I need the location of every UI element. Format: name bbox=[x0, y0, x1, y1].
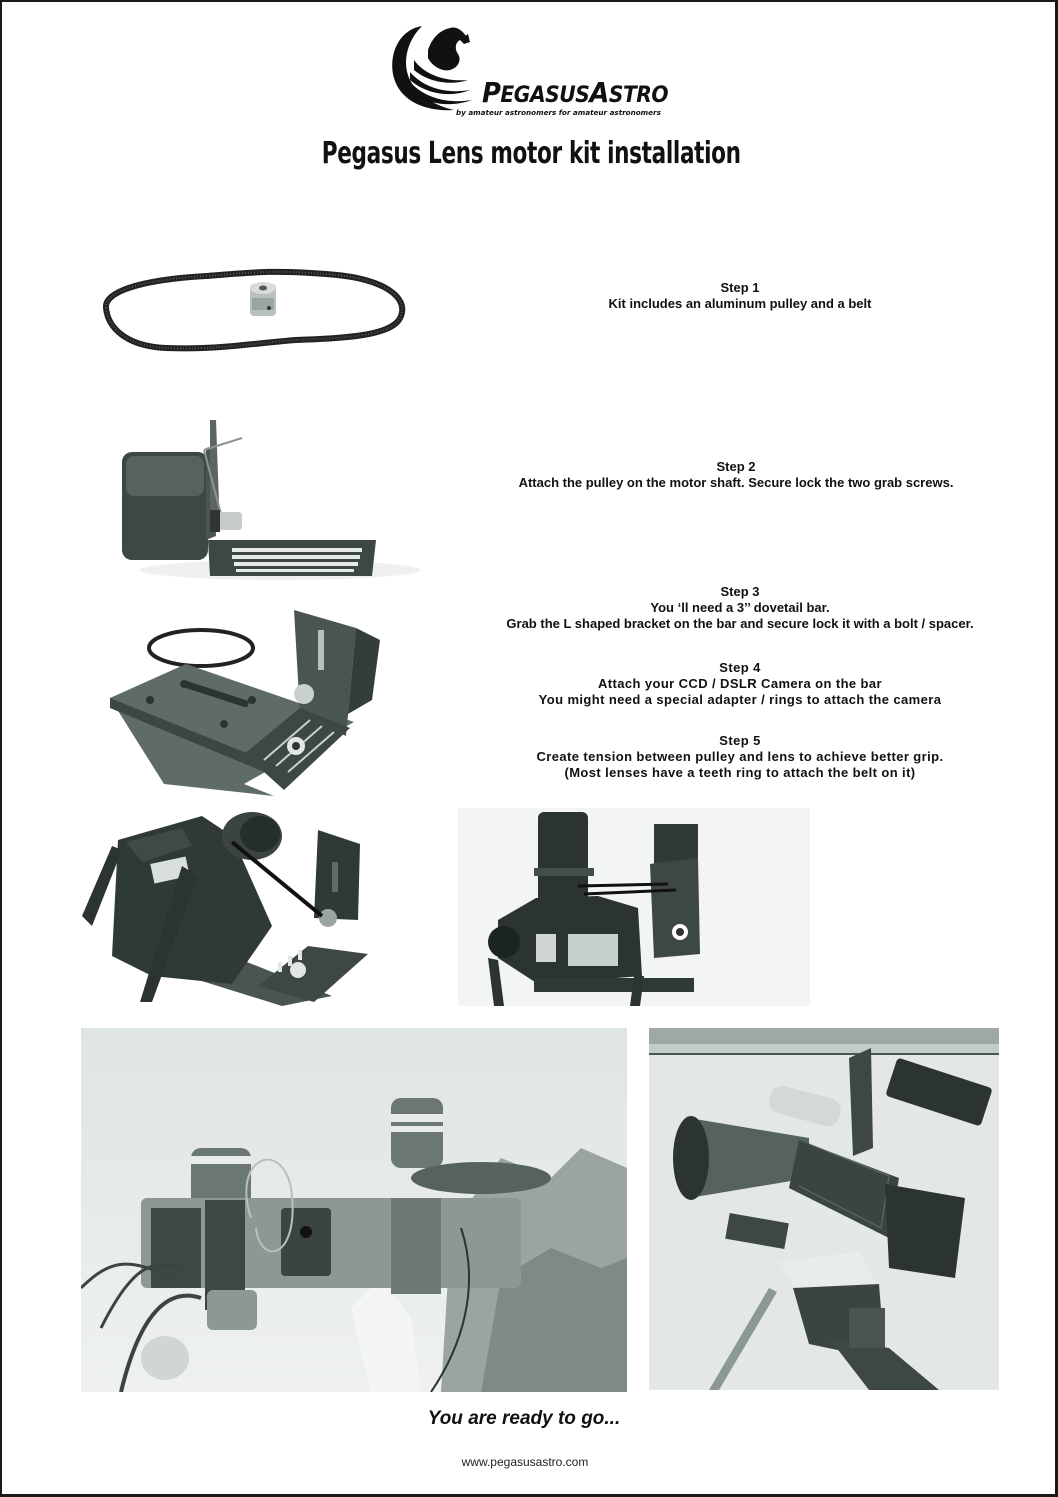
photo-motor-with-pulley bbox=[110, 400, 436, 590]
photo-dual-rig-outdoor bbox=[81, 1028, 627, 1392]
step-line: Attach your CCD / DSLR Camera on the bar bbox=[598, 676, 882, 691]
pegasus-icon bbox=[384, 20, 484, 116]
step-2 bbox=[476, 459, 996, 491]
logo-wordmark: PEGASUSASTRO bbox=[482, 76, 669, 109]
ready-to-go-tagline: You are ready to go... bbox=[427, 1408, 621, 1429]
photo-dovetail-bracket bbox=[104, 604, 434, 800]
step-heading: Step 3 bbox=[720, 584, 760, 599]
step-line: Kit includes an aluminum pulley and a belt bbox=[608, 296, 872, 311]
photo-camera-side bbox=[82, 806, 422, 1006]
step-heading: Step 5 bbox=[719, 733, 761, 748]
step-line: Grab the L shaped bracket on the bar and secure lock it with a bolt / spacer. bbox=[506, 616, 974, 631]
page-title: Pegasus Lens motor kit installation bbox=[321, 136, 741, 171]
step-line: Create tension between pulley and lens to achieve better grip. bbox=[536, 749, 944, 764]
step-line: Attach the pulley on the motor shaft. Secure lock the two grab screws. bbox=[518, 475, 954, 490]
step-heading: Step 2 bbox=[716, 459, 756, 474]
logo-tagline: by amateur astronomers for amateur astronomers bbox=[456, 108, 661, 117]
step-1 bbox=[480, 280, 1000, 312]
step-heading: Step 1 bbox=[720, 280, 760, 295]
step-3 bbox=[460, 584, 1020, 632]
step-heading: Step 4 bbox=[719, 660, 761, 675]
pegasus-astro-logo bbox=[384, 20, 669, 120]
step-4 bbox=[480, 660, 1000, 708]
step-line: (Most lenses have a teeth ring to attach the belt on it) bbox=[564, 765, 916, 780]
website-link[interactable]: www.pegasusastro.com bbox=[461, 1455, 589, 1469]
step-line: You might need a special adapter / rings to attach the camera bbox=[538, 692, 942, 707]
photo-telephoto-rig bbox=[649, 1028, 999, 1390]
photo-camera-top bbox=[458, 808, 810, 1006]
step-line: You ‘ll need a 3’’ dovetail bar. bbox=[650, 600, 830, 615]
step-5 bbox=[480, 733, 1000, 781]
photo-belt-and-pulley bbox=[96, 258, 416, 358]
